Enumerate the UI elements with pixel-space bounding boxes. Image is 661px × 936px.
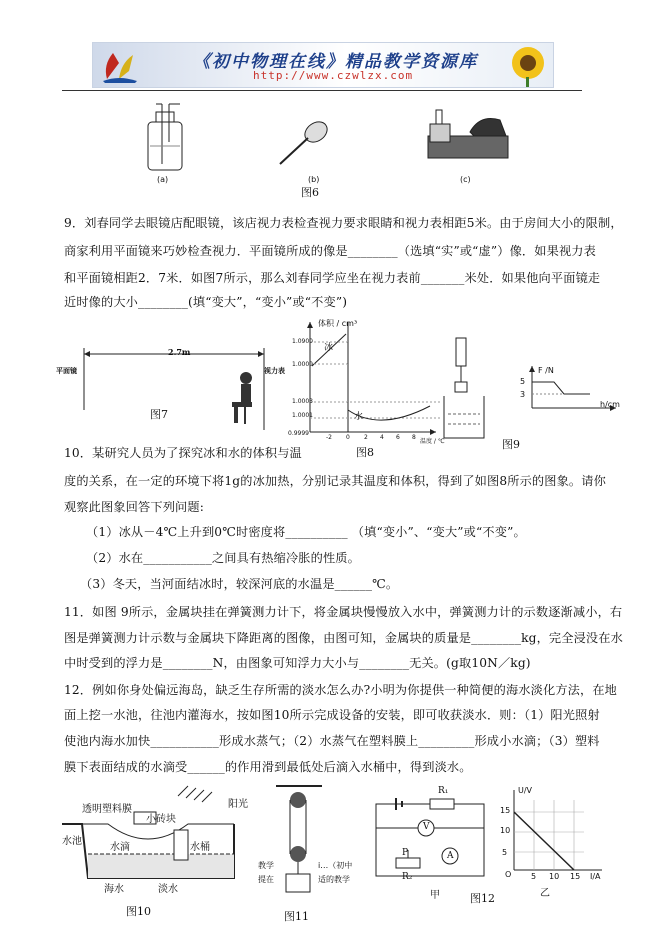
pulley-bottom-icon bbox=[290, 846, 306, 862]
fig8-ytick-5: 0.9999 bbox=[288, 430, 309, 437]
header-rule bbox=[62, 90, 582, 91]
q10-line-3: 观察此图象回答下列问题: bbox=[64, 500, 204, 514]
fig12-xtick-10: 10 bbox=[549, 872, 560, 881]
fig8-xtick-3: 2 bbox=[364, 434, 368, 441]
fig12-ytick-10: 10 bbox=[500, 826, 511, 835]
fig11-side-2: 提在 bbox=[258, 875, 274, 884]
fig8-xtick-4: 4 bbox=[380, 434, 384, 441]
fig8-ytick-4: 1.0003 bbox=[292, 398, 313, 405]
fig12-p-label: P bbox=[402, 848, 409, 858]
fig7-caption: 图7 bbox=[150, 408, 168, 421]
q9-line-3: 和平面镜相距2．7米．如图7所示，那么刘春同学应坐在视力表前_______米处．如果他向平面镜走 bbox=[64, 271, 601, 285]
fig8-ylabel: 体积 / cm³ bbox=[318, 319, 358, 328]
q12-line-3: 使池内海水加快___________形成水蒸气；（2）水蒸气在塑料膜上_________形成小水滴；（3）塑料 bbox=[64, 734, 600, 748]
fig12-xtick-5: 5 bbox=[531, 872, 537, 881]
fig8-xlabel: 温度 / ℃ bbox=[420, 438, 445, 445]
fig12-v-label: V bbox=[423, 822, 430, 832]
sunlight-icon bbox=[178, 786, 212, 802]
fig8-xtick-1: -2 bbox=[326, 434, 332, 441]
q11-line-3: 中时受到的浮力是________N，由图象可知浮力大小与________无关。(g取10N／kg) bbox=[64, 656, 531, 670]
fig12-jia-label: 甲 bbox=[430, 890, 440, 901]
fig6-diagram bbox=[140, 102, 520, 184]
fig10-sea-label: 海水 bbox=[104, 884, 124, 895]
q11-line-1: 11．如图 9所示，金属块挂在弹簧测力计下，将金属块慢慢放入水中，弹簧测力计的示数逐渐减小，右 bbox=[64, 605, 623, 619]
fig10-pool-label: 水池 bbox=[62, 836, 82, 847]
fig9-ylabel: F /N bbox=[538, 366, 554, 375]
q10-line-1: 10．某研究人员为了探究冰和水的体积与温 bbox=[64, 446, 302, 460]
sunflower-icon bbox=[498, 43, 553, 87]
fig12-yi-label: 乙 bbox=[540, 888, 550, 899]
q9-line-4: 近时像的大小________(填“变大”，“变小”或“不变”) bbox=[64, 295, 348, 309]
fig6-sub-b: (b) bbox=[308, 175, 320, 184]
apparatus-icon bbox=[428, 110, 508, 158]
fig12-r1-label: R₁ bbox=[438, 786, 449, 796]
header-banner bbox=[92, 42, 554, 88]
fig12-chart bbox=[498, 786, 608, 878]
banner-url[interactable]: http://www.czwlzx.com bbox=[253, 69, 414, 82]
fig12-ytick-5: 5 bbox=[502, 848, 508, 857]
fig7-distance-label: 2.7m bbox=[168, 347, 191, 357]
fig6-caption: 图6 bbox=[301, 186, 319, 199]
fig8-xtick-2: 0 bbox=[346, 434, 350, 441]
gas-bottle-icon bbox=[148, 104, 182, 170]
fig9-xlabel: h/cm bbox=[600, 400, 620, 409]
fig8-ytick-3: 1.0001 bbox=[292, 412, 313, 419]
q10-sub-2: （2）水在___________之间具有热缩冷胀的性质。 bbox=[86, 551, 360, 565]
fig9-y3: 3 bbox=[520, 390, 526, 399]
fig8-ytick-1: 1.0900 bbox=[292, 338, 313, 345]
fig12-xtick-o: O bbox=[505, 870, 512, 879]
q12-line-2: 面上挖一水池，往池内灌海水，按如图10所示完成设备的安装，即可收获淡水．则：（1）阳光照射 bbox=[64, 708, 600, 722]
fig10-sun-label: 阳光 bbox=[228, 799, 248, 810]
fig11-side-1: 教学 bbox=[258, 861, 274, 870]
fig8-ice-label: 冰 bbox=[324, 343, 334, 353]
seated-person-icon bbox=[232, 372, 252, 424]
fig9-y5: 5 bbox=[520, 377, 526, 386]
fig11-side-4: 适的教学 bbox=[318, 875, 350, 884]
banner-title: 《初中物理在线》精品教学资源库 bbox=[193, 52, 478, 72]
fig8-water-label: 水 bbox=[354, 412, 364, 422]
fig10-caption: 图10 bbox=[126, 905, 151, 918]
fig11-caption: 图11 bbox=[284, 910, 309, 923]
fig6-sub-a: (a) bbox=[157, 175, 169, 184]
fig6-sub-c: (c) bbox=[460, 175, 471, 184]
fig12-ylabel: U/V bbox=[518, 786, 533, 795]
fig11-side-3: i…（初中 bbox=[318, 861, 353, 870]
fig10-bucket-label: 水桶 bbox=[190, 842, 210, 853]
fig12-caption: 图12 bbox=[470, 892, 495, 905]
fig12-a-label: A bbox=[447, 851, 454, 861]
logo-icon bbox=[99, 45, 139, 85]
pulley-top-icon bbox=[290, 792, 306, 808]
fig12-ui-line bbox=[514, 812, 574, 870]
q12-line-4: 膜下表面结成的水滴受______的作用滑到最低处后滴入水桶中，得到淡水。 bbox=[64, 760, 472, 774]
q9-line-2: 商家利用平面镜来巧妙检查视力．平面镜所成的像是________（选填“实”或“虚”）像．如果视力表 bbox=[64, 244, 596, 258]
fig12-circuit bbox=[370, 792, 490, 884]
fig7-chart-label: 视力表 bbox=[264, 367, 285, 375]
fig8-ytick-2: 1.0000 bbox=[292, 361, 313, 368]
fig12-xlabel: I/A bbox=[590, 872, 601, 881]
fig10-drop-label: 水滴 bbox=[110, 842, 130, 853]
q10-sub-1: （1）冰从－4℃上升到0℃时密度将__________ （填“变小”、“变大”或“不变”。 bbox=[86, 525, 526, 539]
fig7-mirror-label: 平面镜 bbox=[56, 367, 77, 375]
fig9-apparatus bbox=[440, 334, 490, 444]
fig9-force-line bbox=[532, 382, 590, 394]
fig11-pulley bbox=[274, 784, 324, 904]
q10-sub-3: （3）冬天，当河面结冰时，较深河底的水温是______℃。 bbox=[80, 577, 399, 591]
dropper-icon bbox=[280, 118, 331, 164]
fig8-xtick-6: 8 bbox=[412, 434, 416, 441]
fig12-r2-label: R₂ bbox=[402, 872, 413, 882]
fig9-caption: 图9 bbox=[502, 438, 520, 451]
fig8-caption: 图8 bbox=[356, 446, 374, 459]
fig8-chart bbox=[290, 314, 440, 454]
fig8-xtick-5: 6 bbox=[396, 434, 400, 441]
q12-line-1: 12．例如你身处偏远海岛，缺乏生存所需的淡水怎么办?小明为你提供一种简便的海水淡化方法，在地 bbox=[64, 683, 618, 697]
fig12-xtick-15: 15 bbox=[570, 872, 581, 881]
fig10-brick-label: 小砖块 bbox=[146, 814, 176, 825]
fig10-film-label: 透明塑料膜 bbox=[82, 804, 132, 815]
q10-line-2: 度的关系，在一定的环境下将1g的冰加热，分别记录其温度和体积，得到了如图8所示的图象。请你 bbox=[64, 474, 606, 488]
fig10-fresh-label: 淡水 bbox=[158, 884, 178, 895]
q11-line-2: 图是弹簧测力计示数与金属块下降距离的图像，由图可知，金属块的质量是________kg，完全浸没在水 bbox=[64, 631, 623, 645]
fig12-ytick-15: 15 bbox=[500, 806, 511, 815]
q9-line-1: 9．刘春同学去眼镜店配眼镜，该店视力表检查视力要求眼睛和视力表相距5米。由于房间大小的限制， bbox=[64, 216, 623, 230]
